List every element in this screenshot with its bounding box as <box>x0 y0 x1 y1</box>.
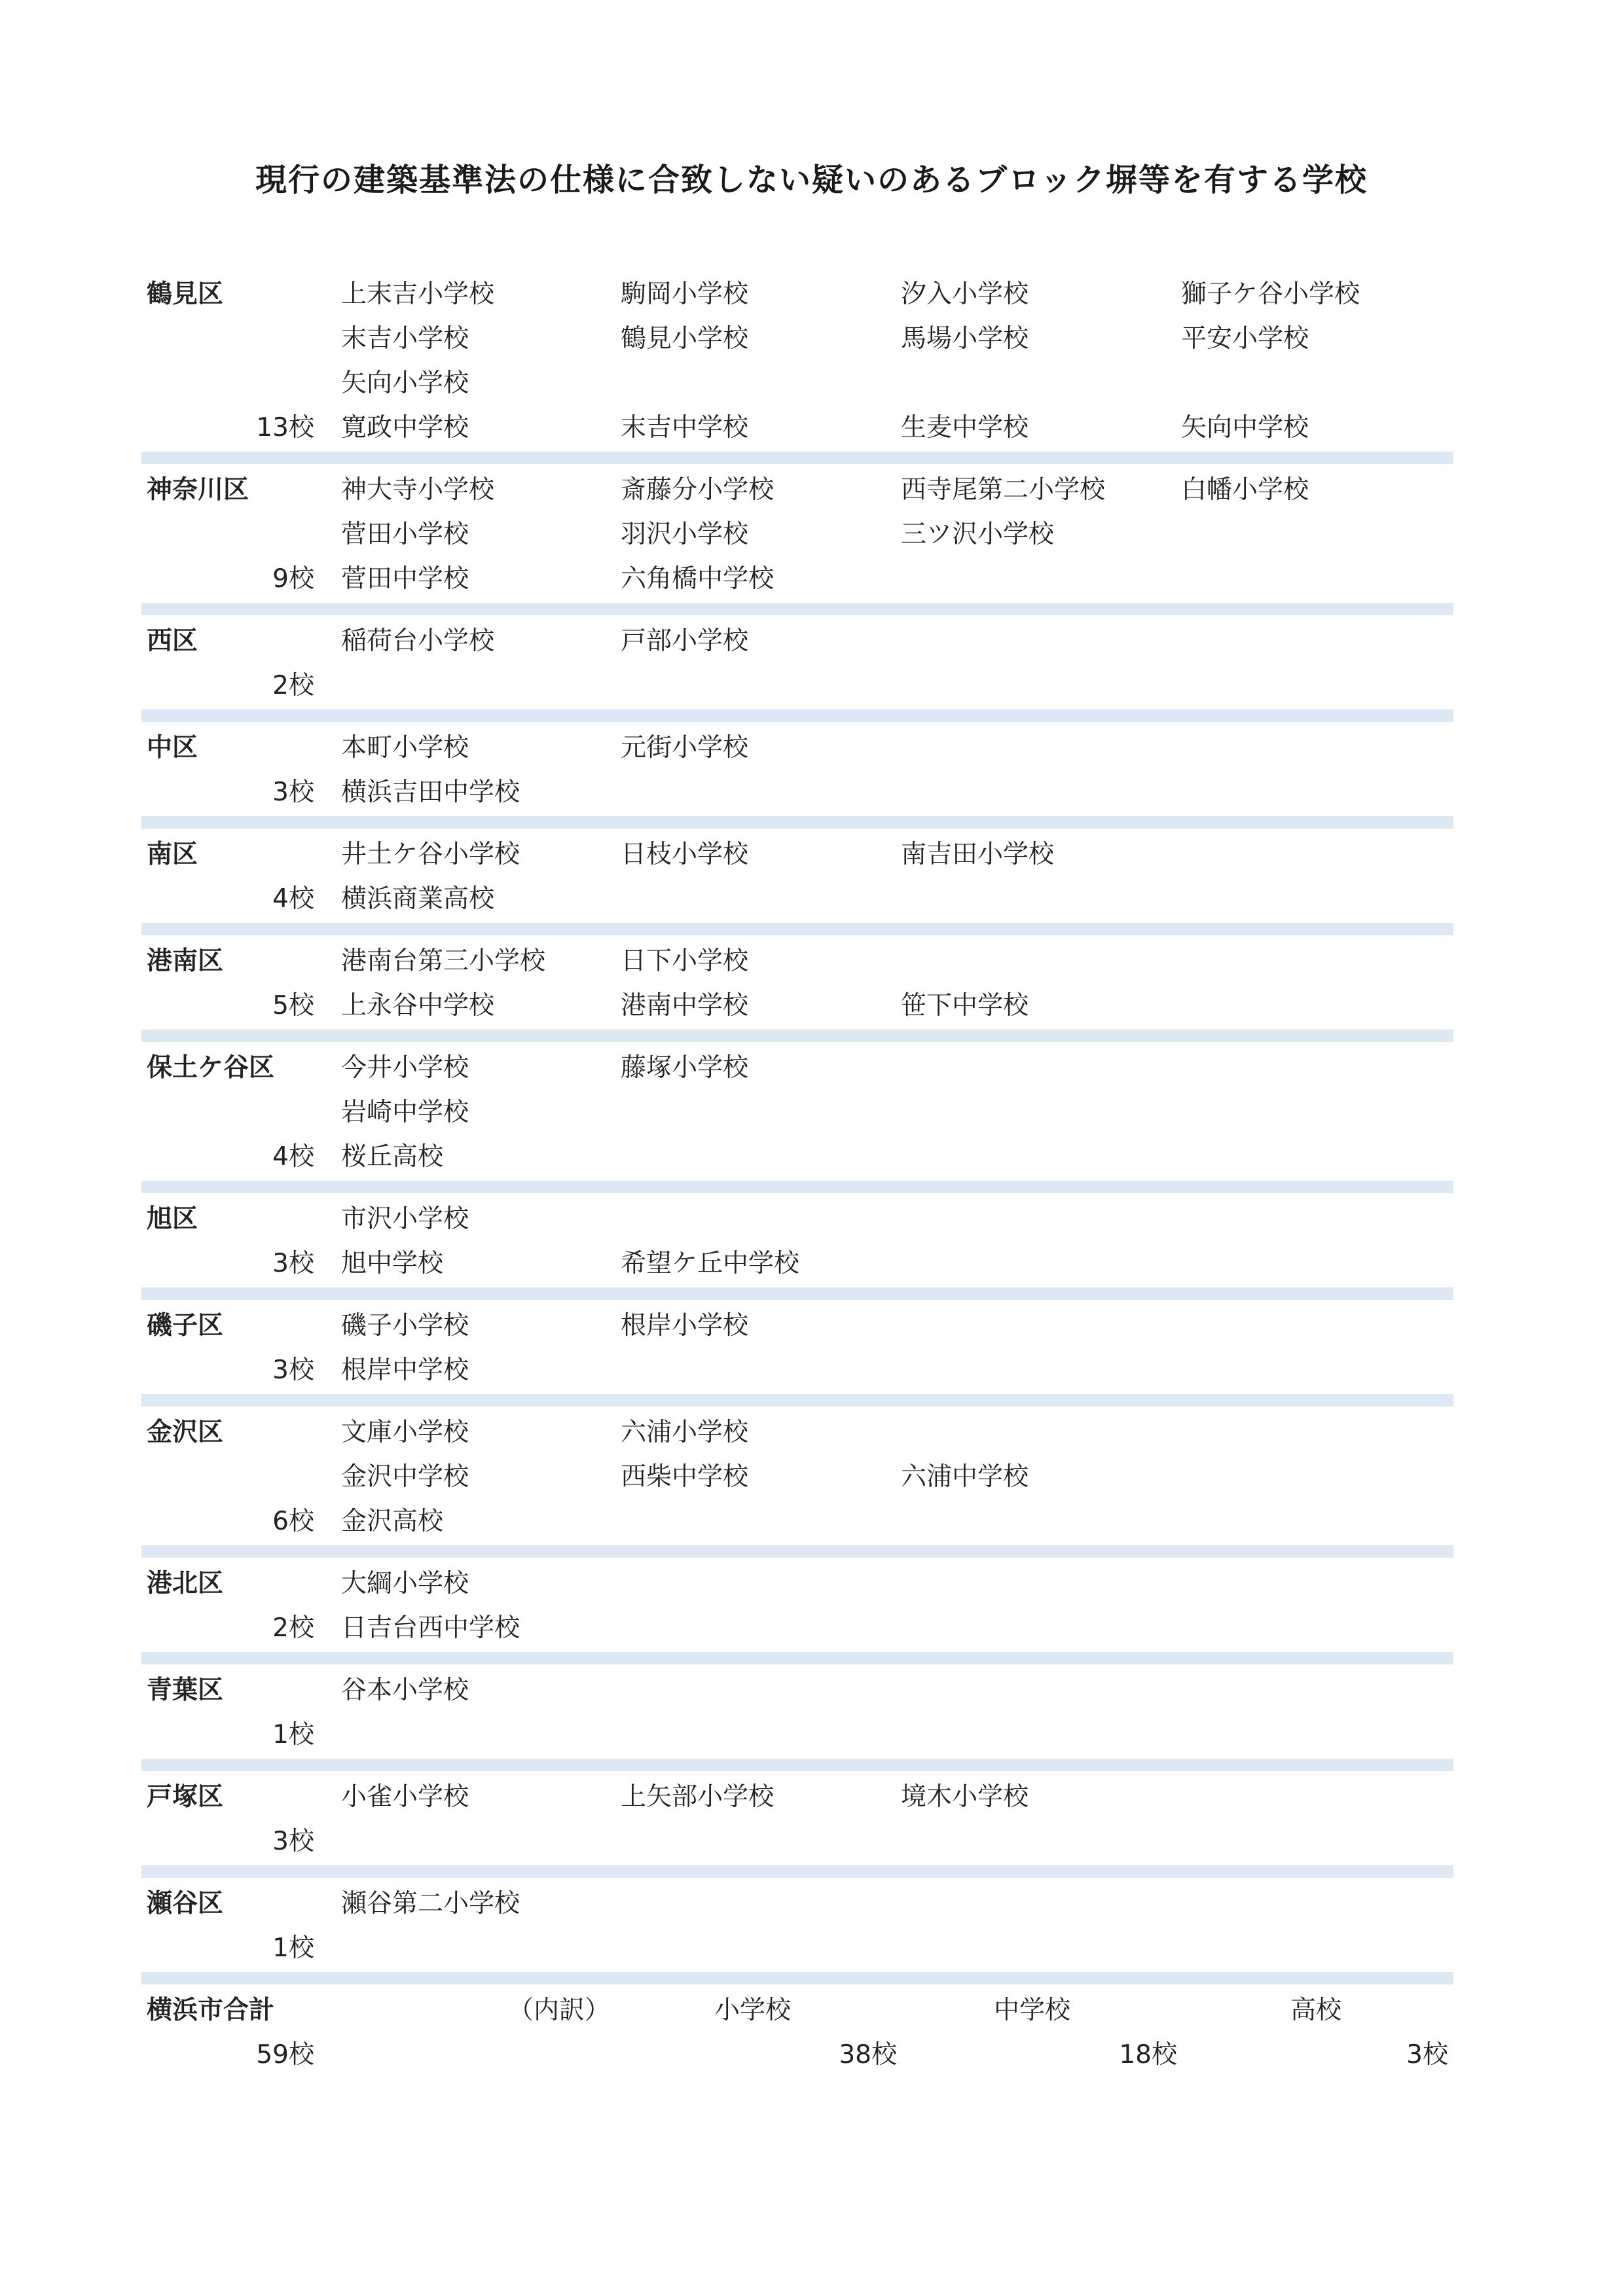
ward-count: 1校 <box>272 1933 314 1963</box>
ward-line <box>141 619 1453 664</box>
school-name: 神大寺小学校 <box>341 475 495 505</box>
ward-count: 13校 <box>256 413 314 442</box>
row-separator <box>141 1652 1453 1664</box>
ward-line <box>141 1242 1453 1286</box>
school-name: 藤塚小学校 <box>621 1053 749 1083</box>
school-name: 平安小学校 <box>1181 324 1309 353</box>
ward-name: 磯子区 <box>147 1311 224 1340</box>
ward-line <box>141 1197 1453 1242</box>
ward-line <box>141 1926 1453 1971</box>
row-separator <box>141 1030 1453 1042</box>
school-name: 上永谷中学校 <box>341 991 495 1020</box>
ward-block <box>141 1042 1453 1193</box>
ward-name: 青葉区 <box>147 1676 224 1705</box>
ward-count: 3校 <box>272 1827 314 1856</box>
ward-count: 6校 <box>272 1507 314 1536</box>
school-name: 日下小学校 <box>621 946 749 976</box>
ward-block <box>141 1664 1453 1771</box>
school-name: 金沢高校 <box>341 1507 444 1536</box>
ward-line <box>141 1713 1453 1757</box>
ward-count: 9校 <box>272 564 314 594</box>
ward-line <box>141 1135 1453 1179</box>
ward-line <box>141 939 1453 984</box>
school-name: 西柴中学校 <box>621 1462 749 1492</box>
ward-line <box>141 468 1453 512</box>
elementary-label: 小学校 <box>714 1996 792 2025</box>
row-separator <box>141 1865 1453 1878</box>
ward-line <box>141 877 1453 922</box>
school-name: 戸部小学校 <box>621 626 749 656</box>
school-name: 今井小学校 <box>341 1053 469 1083</box>
school-name: 駒岡小学校 <box>621 279 749 309</box>
ward-block <box>141 1300 1453 1407</box>
school-name: 根岸小学校 <box>621 1311 749 1340</box>
school-name: 磯子小学校 <box>341 1311 469 1340</box>
school-name: 文庫小学校 <box>341 1418 469 1447</box>
school-name: 寛政中学校 <box>341 413 469 442</box>
ward-block <box>141 268 1453 464</box>
ward-count: 4校 <box>272 1142 314 1172</box>
ward-name: 神奈川区 <box>147 475 249 505</box>
ward-block <box>141 1878 1453 1984</box>
school-name: 白幡小学校 <box>1181 475 1309 505</box>
school-name: 日吉台西中学校 <box>341 1613 520 1643</box>
school-name: 六角橋中学校 <box>621 564 775 594</box>
ward-name: 戸塚区 <box>147 1782 224 1812</box>
ward-line <box>141 1410 1453 1455</box>
school-name: 末吉小学校 <box>341 324 469 353</box>
ward-line <box>141 1820 1453 1864</box>
ward-line <box>141 1348 1453 1393</box>
school-name: 横浜商業高校 <box>341 884 495 914</box>
school-name: 上末吉小学校 <box>341 279 495 309</box>
school-name: 旭中学校 <box>341 1249 444 1278</box>
ward-count: 2校 <box>272 1613 314 1643</box>
ward-name: 中区 <box>147 733 198 762</box>
school-name: 本町小学校 <box>341 733 469 762</box>
ward-line <box>141 726 1453 770</box>
school-name: 元街小学校 <box>621 733 749 762</box>
ward-name: 旭区 <box>147 1204 198 1234</box>
ward-count: 5校 <box>272 991 314 1020</box>
ward-line <box>141 664 1453 708</box>
row-separator <box>141 603 1453 615</box>
ward-line <box>141 361 1453 406</box>
school-name: 日枝小学校 <box>621 840 749 869</box>
ward-line <box>141 770 1453 815</box>
row-separator <box>141 1759 1453 1771</box>
school-name: 南吉田小学校 <box>901 840 1055 869</box>
school-name: 西寺尾第二小学校 <box>901 475 1106 505</box>
ward-count: 3校 <box>272 778 314 807</box>
school-name: 希望ケ丘中学校 <box>621 1249 800 1278</box>
ward-block <box>141 1558 1453 1664</box>
ward-line <box>141 272 1453 317</box>
school-name: 谷本小学校 <box>341 1676 469 1705</box>
row-separator <box>141 1181 1453 1193</box>
ward-name: 鶴見区 <box>147 279 224 309</box>
ward-line <box>141 1090 1453 1135</box>
school-name: 鶴見小学校 <box>621 324 749 353</box>
school-name: 三ツ沢小学校 <box>901 520 1055 549</box>
total-line-2 <box>141 2033 1453 2077</box>
high-label: 高校 <box>1290 1996 1342 2025</box>
row-separator <box>141 816 1453 829</box>
ward-name: 南区 <box>147 840 198 869</box>
school-name: 矢向小学校 <box>341 368 469 398</box>
school-name: 瀬谷第二小学校 <box>341 1889 520 1918</box>
school-name: 桜丘高校 <box>341 1142 444 1172</box>
school-name: 井土ケ谷小学校 <box>341 840 520 869</box>
school-name: 横浜吉田中学校 <box>341 778 520 807</box>
total-count: 59校 <box>256 2040 314 2070</box>
junior-high-count: 18校 <box>1119 2040 1177 2070</box>
ward-line <box>141 1562 1453 1606</box>
ward-count: 3校 <box>272 1355 314 1385</box>
school-name: 汐入小学校 <box>901 279 1029 309</box>
ward-block <box>141 1193 1453 1300</box>
ward-line <box>141 406 1453 450</box>
row-separator <box>141 452 1453 464</box>
school-name: 市沢小学校 <box>341 1204 469 1234</box>
ward-block <box>141 829 1453 935</box>
row-separator <box>141 1545 1453 1558</box>
row-separator <box>141 1394 1453 1407</box>
school-name: 獅子ケ谷小学校 <box>1181 279 1360 309</box>
school-name: 港南台第三小学校 <box>341 946 546 976</box>
row-separator <box>141 1972 1453 1984</box>
ward-line <box>141 317 1453 361</box>
school-name: 矢向中学校 <box>1181 413 1309 442</box>
school-name: 根岸中学校 <box>341 1355 469 1385</box>
ward-line <box>141 557 1453 601</box>
ward-line <box>141 1304 1453 1348</box>
breakdown-label: （内訳） <box>508 1996 611 2025</box>
ward-name: 金沢区 <box>147 1418 224 1447</box>
junior-high-label: 中学校 <box>994 1996 1071 2025</box>
ward-line <box>141 1882 1453 1926</box>
ward-name: 保土ケ谷区 <box>147 1053 275 1083</box>
ward-block <box>141 935 1453 1042</box>
school-name: 菅田小学校 <box>341 520 469 549</box>
total-line-1 <box>141 1988 1453 2033</box>
school-name: 上矢部小学校 <box>621 1782 775 1812</box>
elementary-count: 38校 <box>839 2040 897 2070</box>
ward-count: 2校 <box>272 671 314 700</box>
school-name: 生麦中学校 <box>901 413 1029 442</box>
ward-line <box>141 1775 1453 1820</box>
ward-count: 3校 <box>272 1249 314 1278</box>
ward-line <box>141 1455 1453 1499</box>
ward-block <box>141 615 1453 722</box>
ward-count: 1校 <box>272 1720 314 1749</box>
ward-line <box>141 1606 1453 1651</box>
school-name: 菅田中学校 <box>341 564 469 594</box>
school-name: 六浦小学校 <box>621 1418 749 1447</box>
school-name: 馬場小学校 <box>901 324 1029 353</box>
ward-block <box>141 1771 1453 1878</box>
school-name: 小雀小学校 <box>341 1782 469 1812</box>
ward-block <box>141 464 1453 615</box>
ward-line <box>141 984 1453 1028</box>
ward-line <box>141 1668 1453 1713</box>
school-name: 斎藤分小学校 <box>621 475 775 505</box>
ward-line <box>141 512 1453 557</box>
ward-name: 西区 <box>147 626 198 656</box>
school-table <box>141 268 1453 2077</box>
total-label: 横浜市合計 <box>147 1996 275 2025</box>
school-name: 岩崎中学校 <box>341 1098 469 1127</box>
ward-count: 4校 <box>272 884 314 914</box>
ward-block <box>141 722 1453 829</box>
ward-name: 港北区 <box>147 1569 224 1598</box>
row-separator <box>141 709 1453 722</box>
school-name: 六浦中学校 <box>901 1462 1029 1492</box>
school-name: 笹下中学校 <box>901 991 1029 1020</box>
school-name: 境木小学校 <box>901 1782 1029 1812</box>
ward-line <box>141 1046 1453 1090</box>
ward-line <box>141 1499 1453 1544</box>
high-count: 3校 <box>1406 2040 1448 2070</box>
ward-block <box>141 1407 1453 1558</box>
page-title: 現行の建築基準法の仕様に合致しない疑いのあるブロック塀等を有する学校 <box>255 162 1368 198</box>
school-name: 港南中学校 <box>621 991 749 1020</box>
row-separator <box>141 923 1453 935</box>
school-name: 大綱小学校 <box>341 1569 469 1598</box>
ward-name: 瀬谷区 <box>147 1889 224 1918</box>
ward-line <box>141 833 1453 877</box>
school-name: 羽沢小学校 <box>621 520 749 549</box>
school-name: 稲荷台小学校 <box>341 626 495 656</box>
school-name: 末吉中学校 <box>621 413 749 442</box>
ward-name: 港南区 <box>147 946 224 976</box>
row-separator <box>141 1287 1453 1300</box>
total-block <box>141 1984 1453 2077</box>
school-name: 金沢中学校 <box>341 1462 469 1492</box>
